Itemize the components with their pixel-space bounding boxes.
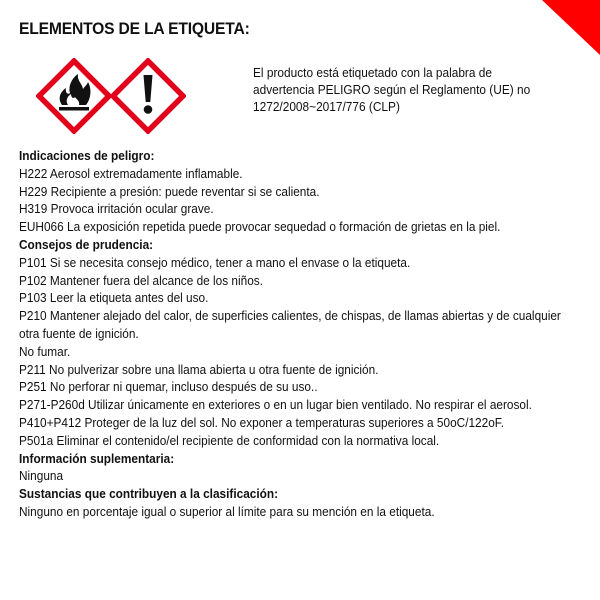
precautionary-statements-section: [19, 236, 565, 450]
precautionary-statement: P210 Mantener alejado del calor, de superficies calientes, de chispas, de llamas abiertas y de cualquier otra fuente de ignición.: [19, 308, 561, 341]
signal-word-note: El producto está etiquetado con la palabra de advertencia PELIGRO según el Reglamento (UE) no 1272/2008~2017/776 (CLP): [253, 66, 531, 114]
hazard-statements-section: [19, 147, 565, 236]
hazard-statements-title: Indicaciones de peligro:: [19, 148, 155, 163]
classification-substances-title: Sustancias que contribuyen a la clasificación:: [19, 486, 279, 502]
precautionary-statement: P251 No perforar ni quemar, incluso después de su uso..: [19, 379, 318, 395]
precautionary-statement: No fumar.: [19, 343, 71, 359]
precautionary-statement: P103 Leer la etiqueta antes del uso.: [19, 290, 209, 306]
precautionary-statement: P101 Si se necesita consejo médico, tener a mano el envase o la etiqueta.: [19, 254, 411, 270]
precautionary-statement: P501a Eliminar el contenido/el recipiente de conformidad con la normativa local.: [19, 432, 440, 448]
hazard-statement: H222 Aerosol extremadamente inflamable.: [19, 165, 243, 181]
classification-substances-text: Ninguno en porcentaje igual o superior al límite para su mención en la etiqueta.: [19, 503, 435, 519]
label-content: [19, 147, 565, 521]
supplementary-info-text: Ninguna: [19, 468, 64, 484]
hazard-statement: EUH066 La exposición repetida puede provocar sequedad o formación de grietas en la piel.: [19, 219, 501, 235]
hazard-statement: H229 Recipiente a presión: puede reventar si se calienta.: [19, 183, 320, 199]
precautionary-statement: P211 No pulverizar sobre una llama abierta u otra fuente de ignición.: [19, 361, 379, 377]
hazard-statement: H319 Provoca irritación ocular grave.: [19, 201, 214, 217]
page-title: ELEMENTOS DE LA ETIQUETA:: [19, 19, 250, 38]
supplementary-info-section: [19, 450, 565, 486]
exclamation-icon: [110, 58, 186, 134]
supplementary-info-title: Información suplementaria:: [19, 450, 175, 466]
flame-icon: [36, 58, 112, 134]
corner-accent: [542, 0, 600, 55]
precautionary-statement: P410+P412 Proteger de la luz del sol. No exponer a temperaturas superiores a 50oC/122oF.: [19, 414, 505, 430]
precautionary-statements-title: Consejos de prudencia:: [19, 236, 154, 252]
hazard-pictograms: [36, 58, 186, 134]
precautionary-statement: P102 Mantener fuera del alcance de los niños.: [19, 272, 263, 288]
classification-substances-section: [19, 485, 565, 521]
precautionary-statement: P271-P260d Utilizar únicamente en exteriores o en un lugar bien ventilado. No respirar el aerosol.: [19, 397, 532, 413]
